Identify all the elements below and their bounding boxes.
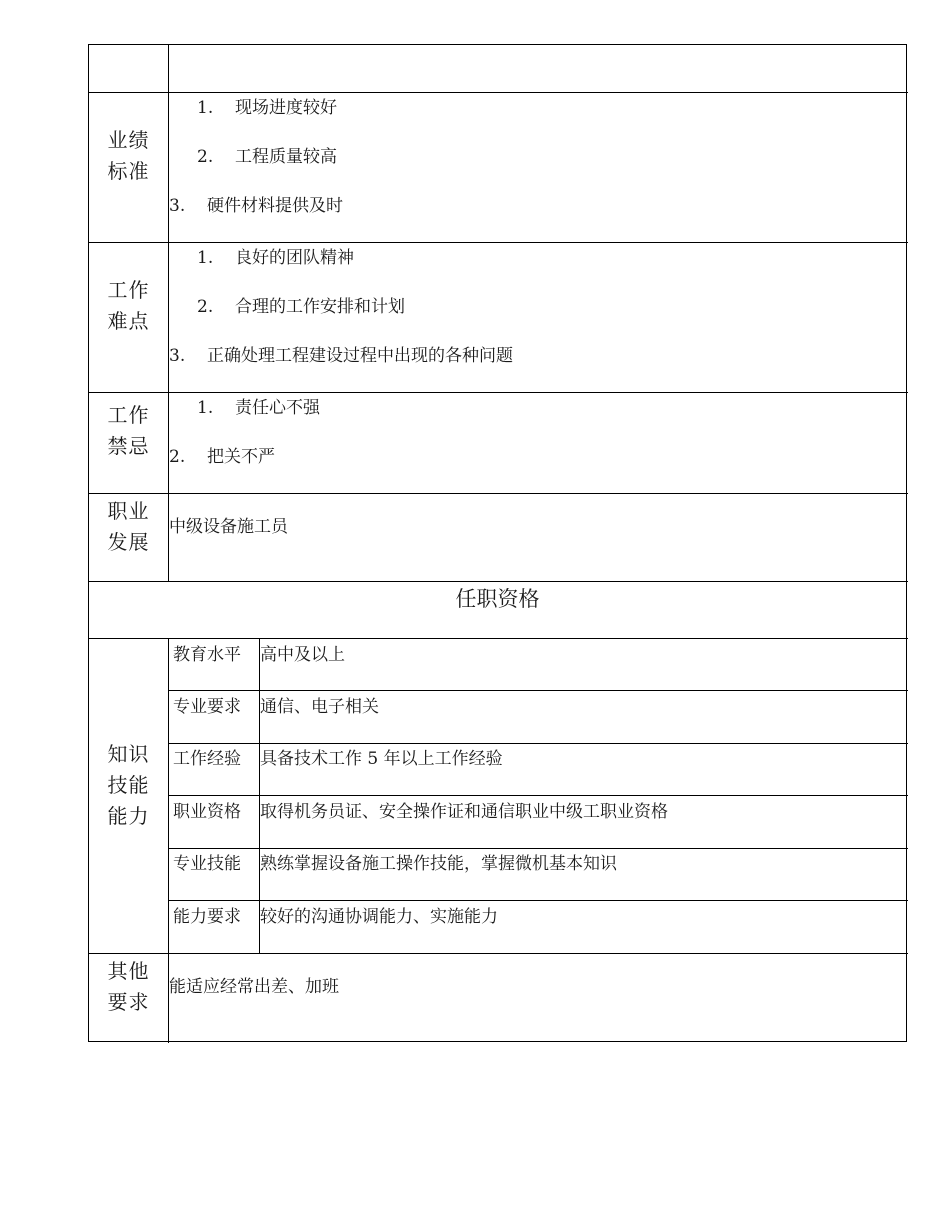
sub-row-divider [168, 743, 908, 744]
difficulty-label: 工作 难点 [107, 278, 150, 333]
skill-key: 职业资格 [173, 802, 241, 822]
label-column-divider [168, 45, 169, 581]
skill-key: 专业技能 [173, 854, 241, 874]
skill-value: 熟练掌握设备施工操作技能，掌握微机基本知识 [260, 854, 617, 874]
skill-value: 高中及以上 [260, 645, 345, 665]
row-divider [89, 581, 908, 582]
sub-row-divider [168, 795, 908, 796]
job-description-table [88, 44, 907, 1042]
difficulty-item: 2. 合理的工作安排和计划 [197, 297, 405, 317]
skill-key: 能力要求 [173, 907, 241, 927]
sub-row-divider [168, 900, 908, 901]
taboo-item: 2. 把关不严 [169, 447, 275, 467]
skill-value: 较好的沟通协调能力、实施能力 [260, 907, 498, 927]
difficulty-item: 3. 正确处理工程建设过程中出现的各种问题 [169, 346, 513, 366]
qualification-title: 任职资格 [455, 587, 540, 611]
skill-key: 专业要求 [173, 697, 241, 717]
skill-value: 通信、电子相关 [260, 697, 379, 717]
difficulty-item: 1. 良好的团队精神 [197, 248, 354, 268]
career-label: 职业 发展 [107, 499, 150, 554]
row-divider [89, 638, 908, 639]
performance-label: 业绩 标准 [107, 128, 150, 183]
taboo-label: 工作 禁忌 [107, 403, 150, 458]
row-divider [89, 392, 908, 393]
row-divider [89, 242, 908, 243]
row-divider [89, 493, 908, 494]
skill-value: 具备技术工作 5 年以上工作经验 [260, 749, 503, 769]
other-label: 其他 要求 [107, 959, 150, 1014]
taboo-item: 1. 责任心不强 [197, 398, 320, 418]
performance-item: 1. 现场进度较好 [197, 98, 337, 118]
sub-row-divider [168, 848, 908, 849]
performance-item: 2. 工程质量较高 [197, 147, 337, 167]
career-value: 中级设备施工员 [169, 517, 288, 537]
skill-key: 工作经验 [173, 749, 241, 769]
row-divider [89, 92, 908, 93]
other-value: 能适应经常出差、加班 [169, 977, 339, 997]
skill-value: 取得机务员证、安全操作证和通信职业中级工职业资格 [260, 802, 668, 822]
skills-label: 知识 技能 能力 [107, 742, 150, 828]
sub-row-divider [168, 690, 908, 691]
performance-item: 3. 硬件材料提供及时 [169, 196, 343, 216]
skill-key: 教育水平 [173, 645, 241, 665]
row-divider [89, 953, 908, 954]
